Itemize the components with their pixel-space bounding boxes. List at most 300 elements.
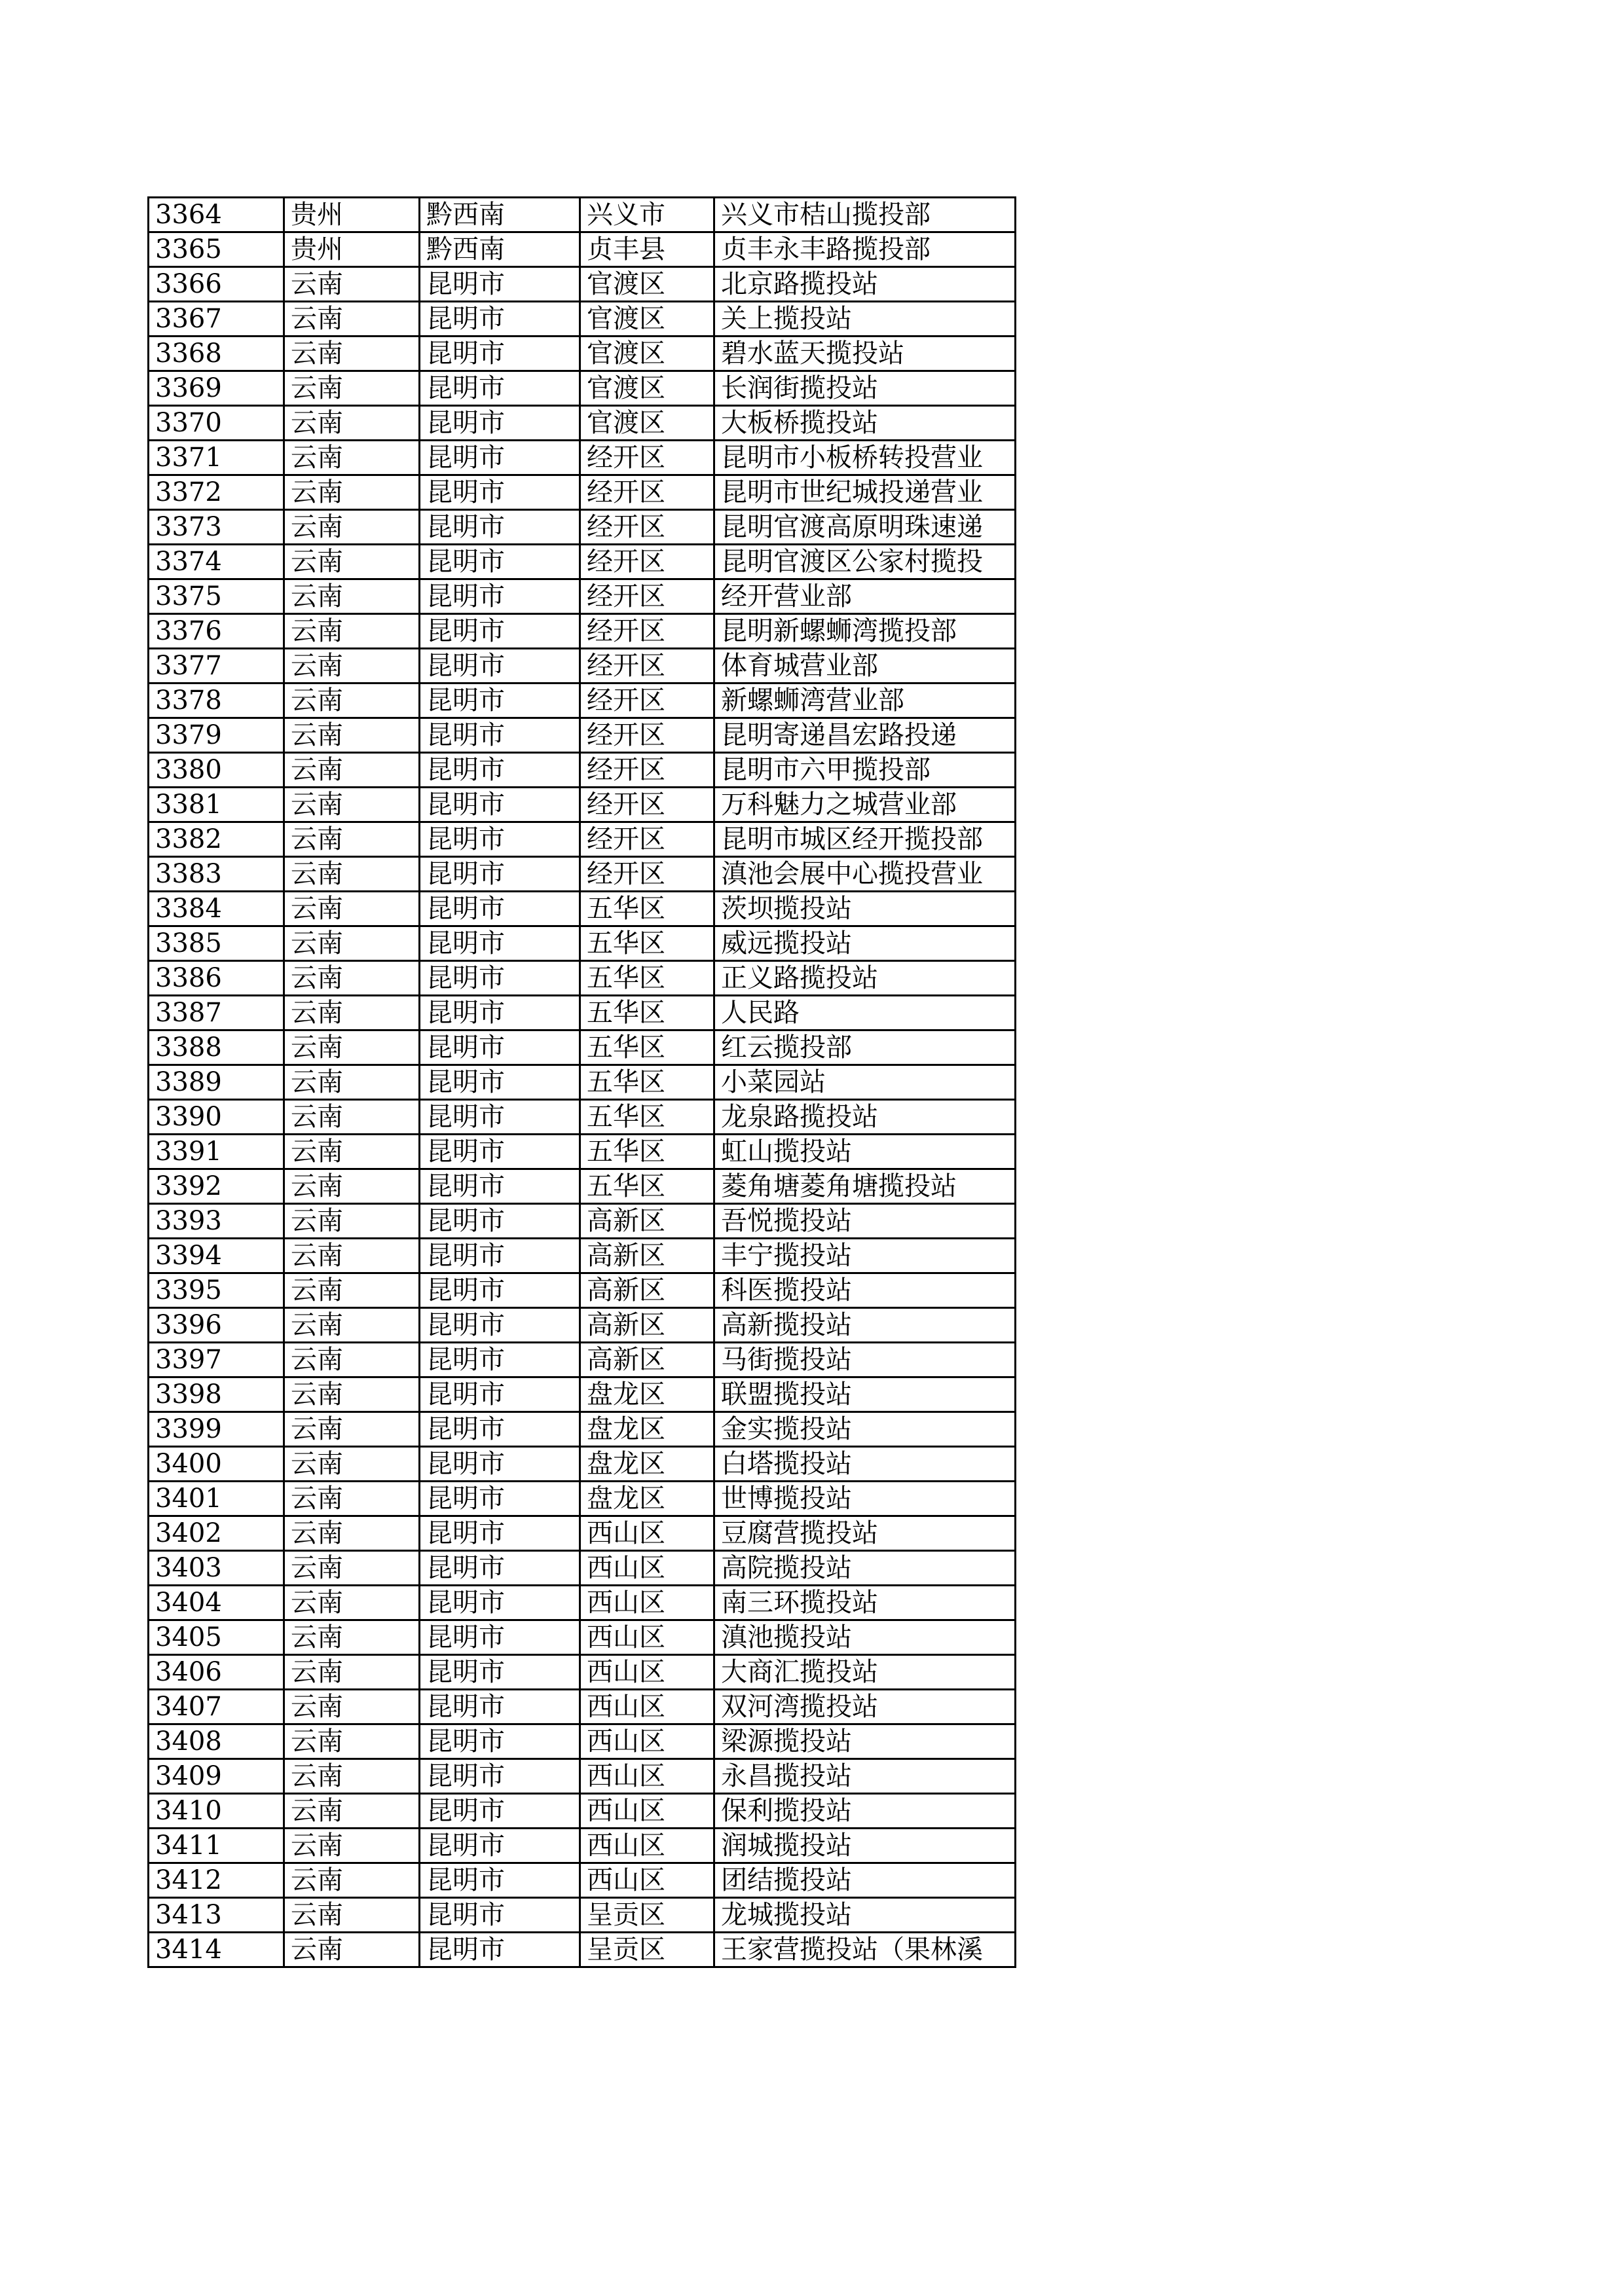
table-row — [149, 1655, 1016, 1690]
district-cell: 经开区 — [580, 788, 714, 822]
postal-outlet-table — [147, 196, 1016, 1968]
district-cell: 高新区 — [580, 1343, 714, 1377]
outlet-name-cell: 新螺蛳湾营业部 — [714, 683, 1016, 718]
row-number-cell: 3374 — [149, 545, 284, 579]
district-cell: 西山区 — [580, 1724, 714, 1759]
city-cell: 昆明市 — [420, 649, 580, 683]
district-cell: 官渡区 — [580, 406, 714, 441]
row-number-cell: 3396 — [149, 1308, 284, 1343]
province-cell: 云南 — [284, 1065, 420, 1100]
district-cell: 官渡区 — [580, 371, 714, 406]
table-row — [149, 1794, 1016, 1829]
row-number-cell: 3401 — [149, 1482, 284, 1516]
table-row — [149, 892, 1016, 926]
outlet-name-cell: 吾悦揽投站 — [714, 1204, 1016, 1239]
city-cell: 昆明市 — [420, 683, 580, 718]
province-cell: 贵州 — [284, 198, 420, 232]
outlet-name-cell: 正义路揽投站 — [714, 961, 1016, 996]
row-number-cell: 3373 — [149, 510, 284, 545]
province-cell: 云南 — [284, 1308, 420, 1343]
city-cell: 昆明市 — [420, 1829, 580, 1863]
district-cell: 西山区 — [580, 1620, 714, 1655]
table-row — [149, 1135, 1016, 1169]
district-cell: 兴义市 — [580, 198, 714, 232]
district-cell: 盘龙区 — [580, 1377, 714, 1412]
outlet-name-cell: 双河湾揽投站 — [714, 1690, 1016, 1724]
outlet-name-cell: 龙泉路揽投站 — [714, 1100, 1016, 1135]
row-number-cell: 3399 — [149, 1412, 284, 1447]
district-cell: 官渡区 — [580, 302, 714, 337]
row-number-cell: 3384 — [149, 892, 284, 926]
city-cell: 昆明市 — [420, 892, 580, 926]
city-cell: 昆明市 — [420, 857, 580, 892]
city-cell: 昆明市 — [420, 718, 580, 753]
table-row — [149, 1551, 1016, 1586]
outlet-name-cell: 联盟揽投站 — [714, 1377, 1016, 1412]
row-number-cell: 3404 — [149, 1586, 284, 1620]
district-cell: 呈贡区 — [580, 1933, 714, 1967]
outlet-name-cell: 昆明寄递昌宏路投递 — [714, 718, 1016, 753]
city-cell: 昆明市 — [420, 1377, 580, 1412]
row-number-cell: 3412 — [149, 1863, 284, 1898]
row-number-cell: 3376 — [149, 614, 284, 649]
district-cell: 五华区 — [580, 926, 714, 961]
row-number-cell: 3379 — [149, 718, 284, 753]
district-cell: 西山区 — [580, 1551, 714, 1586]
row-number-cell: 3382 — [149, 822, 284, 857]
outlet-name-cell: 体育城营业部 — [714, 649, 1016, 683]
city-cell: 昆明市 — [420, 1655, 580, 1690]
outlet-name-cell: 威远揽投站 — [714, 926, 1016, 961]
city-cell: 昆明市 — [420, 1690, 580, 1724]
city-cell: 昆明市 — [420, 996, 580, 1030]
row-number-cell: 3385 — [149, 926, 284, 961]
province-cell: 云南 — [284, 267, 420, 302]
table-row — [149, 1724, 1016, 1759]
row-number-cell: 3388 — [149, 1030, 284, 1065]
table-row — [149, 371, 1016, 406]
province-cell: 云南 — [284, 337, 420, 371]
outlet-name-cell: 科医揽投站 — [714, 1273, 1016, 1308]
outlet-name-cell: 兴义市桔山揽投部 — [714, 198, 1016, 232]
province-cell: 云南 — [284, 302, 420, 337]
province-cell: 云南 — [284, 475, 420, 510]
table-row — [149, 788, 1016, 822]
province-cell: 云南 — [284, 683, 420, 718]
city-cell: 昆明市 — [420, 1794, 580, 1829]
table-row — [149, 1100, 1016, 1135]
district-cell: 五华区 — [580, 1135, 714, 1169]
table-row — [149, 337, 1016, 371]
row-number-cell: 3392 — [149, 1169, 284, 1204]
city-cell: 昆明市 — [420, 1482, 580, 1516]
province-cell: 云南 — [284, 857, 420, 892]
district-cell: 西山区 — [580, 1829, 714, 1863]
row-number-cell: 3393 — [149, 1204, 284, 1239]
city-cell: 昆明市 — [420, 614, 580, 649]
outlet-name-cell: 长润街揽投站 — [714, 371, 1016, 406]
city-cell: 昆明市 — [420, 1551, 580, 1586]
table-row — [149, 1759, 1016, 1794]
district-cell: 盘龙区 — [580, 1412, 714, 1447]
city-cell: 昆明市 — [420, 788, 580, 822]
outlet-name-cell: 菱角塘菱角塘揽投站 — [714, 1169, 1016, 1204]
outlet-name-cell: 昆明新螺蛳湾揽投部 — [714, 614, 1016, 649]
row-number-cell: 3390 — [149, 1100, 284, 1135]
row-number-cell: 3378 — [149, 683, 284, 718]
city-cell: 昆明市 — [420, 1135, 580, 1169]
outlet-name-cell: 保利揽投站 — [714, 1794, 1016, 1829]
district-cell: 盘龙区 — [580, 1447, 714, 1482]
row-number-cell: 3405 — [149, 1620, 284, 1655]
row-number-cell: 3380 — [149, 753, 284, 788]
table-row — [149, 267, 1016, 302]
province-cell: 云南 — [284, 1412, 420, 1447]
outlet-name-cell: 昆明市六甲揽投部 — [714, 753, 1016, 788]
row-number-cell: 3365 — [149, 232, 284, 267]
row-number-cell: 3375 — [149, 579, 284, 614]
table-row — [149, 649, 1016, 683]
outlet-name-cell: 昆明市城区经开揽投部 — [714, 822, 1016, 857]
city-cell: 昆明市 — [420, 441, 580, 475]
row-number-cell: 3364 — [149, 198, 284, 232]
city-cell: 昆明市 — [420, 302, 580, 337]
province-cell: 云南 — [284, 406, 420, 441]
row-number-cell: 3414 — [149, 1933, 284, 1967]
city-cell: 昆明市 — [420, 267, 580, 302]
row-number-cell: 3370 — [149, 406, 284, 441]
district-cell: 五华区 — [580, 892, 714, 926]
row-number-cell: 3402 — [149, 1516, 284, 1551]
province-cell: 云南 — [284, 1169, 420, 1204]
outlet-name-cell: 世博揽投站 — [714, 1482, 1016, 1516]
province-cell: 云南 — [284, 718, 420, 753]
outlet-name-cell: 王家营揽投站（果林溪 — [714, 1933, 1016, 1967]
outlet-name-cell: 虹山揽投站 — [714, 1135, 1016, 1169]
outlet-name-cell: 滇池揽投站 — [714, 1620, 1016, 1655]
table-row — [149, 406, 1016, 441]
row-number-cell: 3368 — [149, 337, 284, 371]
city-cell: 昆明市 — [420, 1204, 580, 1239]
province-cell: 云南 — [284, 1759, 420, 1794]
province-cell: 云南 — [284, 1100, 420, 1135]
city-cell: 昆明市 — [420, 1447, 580, 1482]
city-cell: 昆明市 — [420, 1308, 580, 1343]
province-cell: 云南 — [284, 926, 420, 961]
district-cell: 经开区 — [580, 683, 714, 718]
table-row — [149, 1343, 1016, 1377]
table-row — [149, 1516, 1016, 1551]
province-cell: 云南 — [284, 1620, 420, 1655]
outlet-name-cell: 白塔揽投站 — [714, 1447, 1016, 1482]
outlet-name-cell: 高院揽投站 — [714, 1551, 1016, 1586]
city-cell: 昆明市 — [420, 1863, 580, 1898]
province-cell: 云南 — [284, 1724, 420, 1759]
province-cell: 云南 — [284, 1273, 420, 1308]
city-cell: 昆明市 — [420, 1343, 580, 1377]
province-cell: 贵州 — [284, 232, 420, 267]
outlet-name-cell: 经开营业部 — [714, 579, 1016, 614]
province-cell: 云南 — [284, 1482, 420, 1516]
city-cell: 昆明市 — [420, 1273, 580, 1308]
province-cell: 云南 — [284, 441, 420, 475]
table-row — [149, 1482, 1016, 1516]
province-cell: 云南 — [284, 1794, 420, 1829]
table-row — [149, 683, 1016, 718]
district-cell: 高新区 — [580, 1239, 714, 1273]
table-row — [149, 857, 1016, 892]
province-cell: 云南 — [284, 1933, 420, 1967]
city-cell: 昆明市 — [420, 822, 580, 857]
outlet-name-cell: 豆腐营揽投站 — [714, 1516, 1016, 1551]
district-cell: 经开区 — [580, 649, 714, 683]
outlet-name-cell: 红云揽投部 — [714, 1030, 1016, 1065]
table-row — [149, 1308, 1016, 1343]
province-cell: 云南 — [284, 1516, 420, 1551]
row-number-cell: 3387 — [149, 996, 284, 1030]
city-cell: 昆明市 — [420, 1724, 580, 1759]
row-number-cell: 3395 — [149, 1273, 284, 1308]
province-cell: 云南 — [284, 1343, 420, 1377]
district-cell: 五华区 — [580, 1030, 714, 1065]
row-number-cell: 3400 — [149, 1447, 284, 1482]
province-cell: 云南 — [284, 1863, 420, 1898]
row-number-cell: 3407 — [149, 1690, 284, 1724]
table-row — [149, 232, 1016, 267]
table-row — [149, 441, 1016, 475]
district-cell: 高新区 — [580, 1273, 714, 1308]
district-cell: 官渡区 — [580, 267, 714, 302]
province-cell: 云南 — [284, 614, 420, 649]
province-cell: 云南 — [284, 892, 420, 926]
city-cell: 昆明市 — [420, 510, 580, 545]
row-number-cell: 3398 — [149, 1377, 284, 1412]
outlet-name-cell: 贞丰永丰路揽投部 — [714, 232, 1016, 267]
row-number-cell: 3413 — [149, 1898, 284, 1933]
province-cell: 云南 — [284, 1690, 420, 1724]
district-cell: 经开区 — [580, 753, 714, 788]
table-row — [149, 475, 1016, 510]
district-cell: 五华区 — [580, 996, 714, 1030]
district-cell: 经开区 — [580, 475, 714, 510]
district-cell: 盘龙区 — [580, 1482, 714, 1516]
district-cell: 贞丰县 — [580, 232, 714, 267]
city-cell: 昆明市 — [420, 1100, 580, 1135]
outlet-name-cell: 关上揽投站 — [714, 302, 1016, 337]
city-cell: 昆明市 — [420, 1239, 580, 1273]
province-cell: 云南 — [284, 579, 420, 614]
city-cell: 昆明市 — [420, 1620, 580, 1655]
city-cell: 昆明市 — [420, 337, 580, 371]
outlet-name-cell: 大板桥揽投站 — [714, 406, 1016, 441]
district-cell: 经开区 — [580, 614, 714, 649]
outlet-name-cell: 人民路 — [714, 996, 1016, 1030]
city-cell: 昆明市 — [420, 1516, 580, 1551]
city-cell: 昆明市 — [420, 1898, 580, 1933]
outlet-name-cell: 茨坝揽投站 — [714, 892, 1016, 926]
city-cell: 昆明市 — [420, 1030, 580, 1065]
province-cell: 云南 — [284, 822, 420, 857]
district-cell: 西山区 — [580, 1794, 714, 1829]
table-row — [149, 961, 1016, 996]
city-cell: 昆明市 — [420, 926, 580, 961]
city-cell: 昆明市 — [420, 753, 580, 788]
row-number-cell: 3366 — [149, 267, 284, 302]
district-cell: 西山区 — [580, 1759, 714, 1794]
table-row — [149, 302, 1016, 337]
province-cell: 云南 — [284, 649, 420, 683]
district-cell: 呈贡区 — [580, 1898, 714, 1933]
district-cell: 五华区 — [580, 1065, 714, 1100]
district-cell: 五华区 — [580, 1169, 714, 1204]
row-number-cell: 3403 — [149, 1551, 284, 1586]
table-row — [149, 1030, 1016, 1065]
outlet-name-cell: 南三环揽投站 — [714, 1586, 1016, 1620]
table-row — [149, 1933, 1016, 1967]
province-cell: 云南 — [284, 1447, 420, 1482]
province-cell: 云南 — [284, 545, 420, 579]
city-cell: 昆明市 — [420, 961, 580, 996]
row-number-cell: 3377 — [149, 649, 284, 683]
city-cell: 昆明市 — [420, 475, 580, 510]
outlet-name-cell: 万科魅力之城营业部 — [714, 788, 1016, 822]
row-number-cell: 3406 — [149, 1655, 284, 1690]
table-row — [149, 718, 1016, 753]
row-number-cell: 3389 — [149, 1065, 284, 1100]
row-number-cell: 3372 — [149, 475, 284, 510]
outlet-name-cell: 马街揽投站 — [714, 1343, 1016, 1377]
district-cell: 五华区 — [580, 1100, 714, 1135]
row-number-cell: 3371 — [149, 441, 284, 475]
city-cell: 昆明市 — [420, 545, 580, 579]
outlet-name-cell: 碧水蓝天揽投站 — [714, 337, 1016, 371]
city-cell: 昆明市 — [420, 1412, 580, 1447]
table-row — [149, 1377, 1016, 1412]
row-number-cell: 3410 — [149, 1794, 284, 1829]
table-row — [149, 614, 1016, 649]
province-cell: 云南 — [284, 1586, 420, 1620]
table-row — [149, 1239, 1016, 1273]
city-cell: 昆明市 — [420, 579, 580, 614]
row-number-cell: 3397 — [149, 1343, 284, 1377]
outlet-name-cell: 大商汇揽投站 — [714, 1655, 1016, 1690]
outlet-name-cell: 丰宁揽投站 — [714, 1239, 1016, 1273]
table-row — [149, 1620, 1016, 1655]
table-row — [149, 1169, 1016, 1204]
table-row — [149, 1690, 1016, 1724]
outlet-name-cell: 昆明官渡高原明珠速递 — [714, 510, 1016, 545]
outlet-name-cell: 昆明官渡区公家村揽投 — [714, 545, 1016, 579]
table-row — [149, 926, 1016, 961]
district-cell: 高新区 — [580, 1308, 714, 1343]
row-number-cell: 3391 — [149, 1135, 284, 1169]
district-cell: 西山区 — [580, 1863, 714, 1898]
city-cell: 昆明市 — [420, 1586, 580, 1620]
district-cell: 高新区 — [580, 1204, 714, 1239]
district-cell: 经开区 — [580, 545, 714, 579]
province-cell: 云南 — [284, 510, 420, 545]
table-row — [149, 1065, 1016, 1100]
outlet-name-cell: 龙城揽投站 — [714, 1898, 1016, 1933]
row-number-cell: 3381 — [149, 788, 284, 822]
outlet-name-cell: 团结揽投站 — [714, 1863, 1016, 1898]
outlet-name-cell: 梁源揽投站 — [714, 1724, 1016, 1759]
table-row — [149, 545, 1016, 579]
row-number-cell: 3394 — [149, 1239, 284, 1273]
table-row — [149, 1863, 1016, 1898]
province-cell: 云南 — [284, 1551, 420, 1586]
table-row — [149, 1273, 1016, 1308]
district-cell: 经开区 — [580, 857, 714, 892]
province-cell: 云南 — [284, 371, 420, 406]
row-number-cell: 3411 — [149, 1829, 284, 1863]
province-cell: 云南 — [284, 788, 420, 822]
table-row — [149, 198, 1016, 232]
district-cell: 官渡区 — [580, 337, 714, 371]
row-number-cell: 3409 — [149, 1759, 284, 1794]
province-cell: 云南 — [284, 1239, 420, 1273]
table-row — [149, 996, 1016, 1030]
city-cell: 昆明市 — [420, 406, 580, 441]
table-row — [149, 1898, 1016, 1933]
outlet-name-cell: 润城揽投站 — [714, 1829, 1016, 1863]
district-cell: 经开区 — [580, 441, 714, 475]
province-cell: 云南 — [284, 961, 420, 996]
table-row — [149, 1447, 1016, 1482]
province-cell: 云南 — [284, 1898, 420, 1933]
district-cell: 西山区 — [580, 1655, 714, 1690]
table-row — [149, 1586, 1016, 1620]
row-number-cell: 3408 — [149, 1724, 284, 1759]
row-number-cell: 3367 — [149, 302, 284, 337]
city-cell: 昆明市 — [420, 1759, 580, 1794]
district-cell: 经开区 — [580, 579, 714, 614]
city-cell: 黔西南 — [420, 198, 580, 232]
outlet-name-cell: 高新揽投站 — [714, 1308, 1016, 1343]
city-cell: 昆明市 — [420, 1933, 580, 1967]
city-cell: 昆明市 — [420, 1065, 580, 1100]
table-row — [149, 1204, 1016, 1239]
outlet-name-cell: 金实揽投站 — [714, 1412, 1016, 1447]
table-row — [149, 753, 1016, 788]
province-cell: 云南 — [284, 1655, 420, 1690]
table-body — [149, 198, 1016, 1967]
province-cell: 云南 — [284, 996, 420, 1030]
outlet-name-cell: 昆明市世纪城投递营业 — [714, 475, 1016, 510]
district-cell: 经开区 — [580, 510, 714, 545]
city-cell: 昆明市 — [420, 371, 580, 406]
table-row — [149, 822, 1016, 857]
table-row — [149, 1412, 1016, 1447]
outlet-name-cell: 永昌揽投站 — [714, 1759, 1016, 1794]
province-cell: 云南 — [284, 1829, 420, 1863]
district-cell: 西山区 — [580, 1516, 714, 1551]
district-cell: 经开区 — [580, 822, 714, 857]
province-cell: 云南 — [284, 1135, 420, 1169]
district-cell: 五华区 — [580, 961, 714, 996]
city-cell: 黔西南 — [420, 232, 580, 267]
table-row — [149, 1829, 1016, 1863]
district-cell: 西山区 — [580, 1690, 714, 1724]
row-number-cell: 3369 — [149, 371, 284, 406]
row-number-cell: 3386 — [149, 961, 284, 996]
province-cell: 云南 — [284, 1030, 420, 1065]
outlet-name-cell: 昆明市小板桥转投营业 — [714, 441, 1016, 475]
district-cell: 西山区 — [580, 1586, 714, 1620]
city-cell: 昆明市 — [420, 1169, 580, 1204]
province-cell: 云南 — [284, 753, 420, 788]
row-number-cell: 3383 — [149, 857, 284, 892]
